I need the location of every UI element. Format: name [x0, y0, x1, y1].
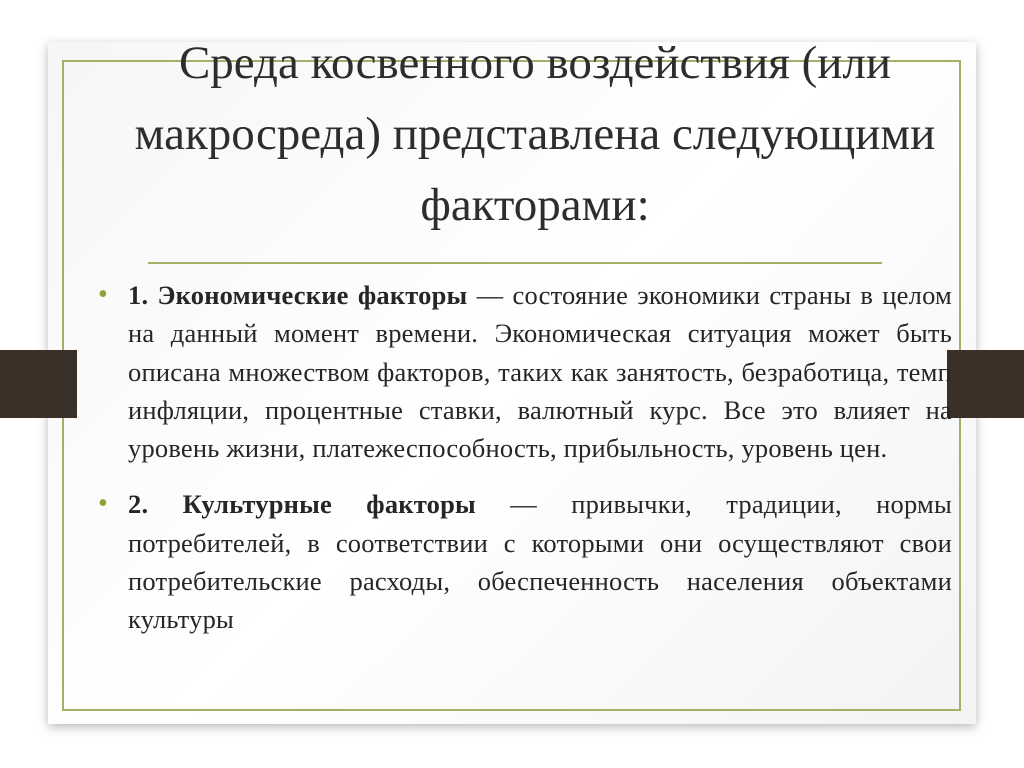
factors-list: [90, 276, 952, 657]
list-item-economic-factors: [90, 276, 952, 467]
list-item-cultural-factors: [90, 485, 952, 638]
right-decorative-band: [947, 350, 1024, 418]
list-item-text: [128, 276, 952, 467]
factor-description: — состояние экономики страны в целом на данный момент времени. Экономическая ситуация может быть описана множеством факторов, таких как занятость, безработица, темп инфляции, процентные ставки, валютный курс. Все это влияет на уровень жизни, платежеспособность, прибыльность, уровень цен.: [128, 280, 952, 464]
slide-title: Среда косвенного воздействия (или макросреда) представлена следующими факторами:: [134, 37, 936, 231]
bullet-icon: •: [98, 279, 108, 310]
factor-term: 2. Культурные факторы: [128, 489, 476, 520]
list-item-text: [128, 485, 952, 638]
bullet-icon: •: [98, 488, 108, 520]
title-underline: [148, 262, 882, 264]
left-decorative-band: [0, 350, 77, 418]
factor-description: — привычки, традиции, нормы потребителей, в соответствии с которыми они осуществляют свои потребительские расходы, обеспеченность населения объектами культуры: [128, 489, 952, 635]
factor-term: 1. Экономические факторы: [128, 280, 468, 310]
